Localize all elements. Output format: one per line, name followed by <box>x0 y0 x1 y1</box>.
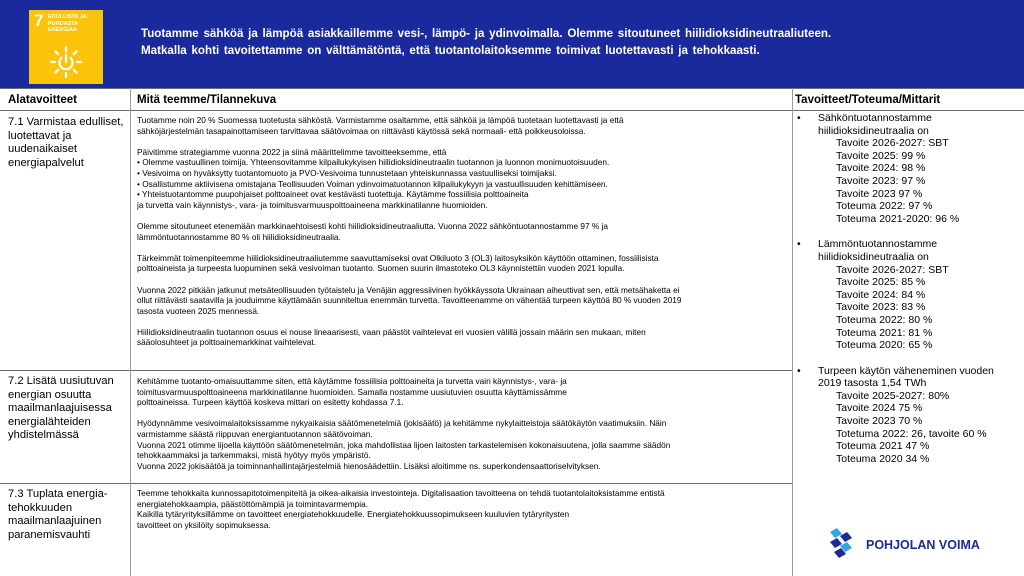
actions-7-1 <box>137 115 792 348</box>
header-row-divider <box>0 110 1024 111</box>
target-line: Tavoite 2025-2027: 80% <box>836 389 950 402</box>
table-top-border <box>0 88 1024 89</box>
bullet-icon: • <box>797 364 801 377</box>
header-band <box>0 0 1024 88</box>
target-line: Tavoite 2025: 85 % <box>836 276 926 289</box>
actions-7-3 <box>137 488 792 530</box>
target-group-heat <box>795 238 1020 351</box>
column-divider-2 <box>792 88 793 576</box>
target-title: Lämmöntuotannostamme hiilidioksidineutraalia on <box>818 238 938 263</box>
paragraph: Olemme sitoutuneet etenemään markkinaehtoisesti kohti hiilidioksidineutraaliutta. Vuonna 2022 sähköntuotannostamme 97 % ja lämmöntuotannostamme 80 % oli hiilidioksidineutraalia. <box>137 220 609 242</box>
sdg-7-badge <box>29 10 103 84</box>
target-line: Tavoite 2023: 83 % <box>836 301 926 314</box>
target-line: Tavoite 2023 97 % <box>836 187 923 200</box>
header-line-2: Matkalla kohti tavoitettamme on välttämätöntä, että tuotantolaitoksemme toimivat luotettavasti ja tehokkaasti. <box>141 44 760 57</box>
column-header-actions: Mitä teemme/Tilannekuva <box>137 94 277 106</box>
target-line: Toteuma 2022: 97 % <box>836 200 933 213</box>
target-group-electricity <box>795 112 1020 225</box>
paragraph: Päivitimme strategiamme vuonna 2022 ja siinä määrittelimme tavoitteeksemme, että • Olemme vastuullinen toimija. Yhteensovitamme kilpailukykyisen hiilidioksidineutraalin tuotannon ja luonnon monimuotoisuuden. • Vesivoima on hyväksytty tuotantomuoto ja PVO-Vesivoima tunnustetaan yhteiskunnassa vastuulliseksi toimijaksi. • Osallistumme aktiivisena omistajana Teollisuuden Voiman ydinvoimatuotannon kilpailukykyyn ja vastuullisuuden kehittämiseen. • Yhteistuotantomme puupohjaiset polttoaineet ovat kestävästi tuotettuja. Käytämme fossiilisia polttoaineita ja turvetta vain käynnistys-, vara- ja toimitusvarmuuspolttoaineena markkinatilanne huomioiden. <box>137 146 610 210</box>
target-line: Tavoite 2024 75 % <box>836 402 923 415</box>
target-line: Tavoite 2025: 99 % <box>836 149 926 162</box>
row-divider-7-2 <box>0 483 792 484</box>
pohjolan-voima-logo-icon <box>828 528 860 558</box>
target-line: Toteuma 2021-2020: 96 % <box>836 212 960 225</box>
paragraph: Vuonna 2022 pitkään jatkunut metsäteollisuuden työtaistelu ja Venäjän aggressiivinen hyökkäyssota Ukrainaan aiheuttivat sen, että metsähaketta ei ollut riittävästi saatavilla ja jouduimme käyttämään suunniteltua enemmän turvetta. Tavoitteenamme on vähentää turpeen käyttöä 80 % vuoden 2019 tasosta vuoteen 2025 mennessä. <box>137 284 682 316</box>
target-line: Toteuma 2021 47 % <box>836 440 930 453</box>
row-divider-7-1 <box>0 370 792 371</box>
header-statement <box>141 25 991 59</box>
target-line: Toteuma 2020: 65 % <box>836 339 933 352</box>
paragraph: Tuotamme noin 20 % Suomessa tuotetusta sähköstä. Varmistamme osaltamme, että sähköä ja lämpöä tuotetaan luotettavasti ja että sähköjärjestelmän tasapainottamiseen tarvittavaa säätövoimaa on riittävästi käytössä sekä normaali- että poikkeusoloissa. <box>137 115 624 136</box>
sdg-number: 7 <box>34 11 44 30</box>
target-group-peat <box>795 365 1020 466</box>
paragraph: Kehitämme tuotanto-omaisuuttamme siten, että käytämme fossiilisia polttoaineita ja turvetta vain käynnistys-, vara- ja toimitusvarmuuspolttoaineena markkinatilanne huomioiden. Samalla nostamme uusiutuvien osuutta käyttämissämme polttoaineissa. Turpeen käyttöä koskeva mittari on esitetty kohdassa 7.1. <box>137 376 567 408</box>
column-header-subgoals: Alatavoitteet <box>8 94 78 106</box>
bullet-icon: • <box>797 112 801 124</box>
target-line: Toteuma 2021: 81 % <box>836 326 933 339</box>
target-line: Tavoite 2024: 84 % <box>836 288 926 301</box>
header-line-1: Tuotamme sähköä ja lämpöä asiakkaillemme vesi-, lämpö- ja ydinvoimalla. Olemme sitoutuneet hiilidioksidineutraaliuteen. <box>141 27 832 40</box>
target-line: Toteuma 2022: 80 % <box>836 313 933 326</box>
pohjolan-voima-logo <box>828 528 988 558</box>
subgoal-7-1: 7.1 Varmistaa edulliset, luotettavat ja uudenaikaiset energiapalvelut <box>8 116 124 169</box>
target-title: Turpeen käytön väheneminen vuoden 2019 tasosta 1,54 TWh <box>818 364 994 390</box>
logo-text: POHJOLAN VOIMA <box>866 538 980 552</box>
paragraph: Hiilidioksidineutraalin tuotannon osuus ei nouse lineaarisesti, vaan päästöt vaihtelevat eri vuosien välillä jossain määrin sen mukaan, miten sääolosuhteet ja polttoainemarkkinat vaihtelevat. <box>137 326 646 348</box>
bullet-icon: • <box>797 238 801 251</box>
paragraph: Teemme tehokkaita kunnossapitotoimenpiteitä ja oikea-aikaisia investointeja. Digitalisaation tavoitteena on tehdä tuotantolaitoksistamme entistä energiatehokkaampia, päästöttömämpiä ja toimintavarmempia. Kaikilla tytäryrityksillämme on tavoitteet energiatehokkuudelle. Energiatehokkuussopimukseen kuuluvien tytäryritysten tavoitteet on yksilöity sopimuksessa. <box>137 488 665 530</box>
sun-power-icon <box>50 46 82 78</box>
sdg-label: EDULLISTA JA PUHDASTA ENERGIAA <box>48 14 87 33</box>
column-header-targets: Tavoitteet/Toteuma/Mittarit <box>795 94 941 106</box>
paragraph: Tärkeimmät toimenpiteemme hiilidioksidineutraaliutemme saavuttamiseksi ovat Olkiluoto 3 (OL3) laitosyksikön käyttöön ottaminen, fossiilisista polttoaineista ja turpeesta luopuminen sekä vesivoiman tuotanto. Suomen suurin ilmastoteko OL3 käynnistettiin vuoden 2021 lopulla. <box>137 252 659 274</box>
actions-7-2 <box>137 376 792 471</box>
subgoal-7-3: 7.3 Tuplata energia-tehokkuuden maailmanlaajuinen paranemisvauhti <box>8 488 108 541</box>
column-divider-1 <box>130 88 131 576</box>
target-line: Totetuma 2022: 26, tavoite 60 % <box>836 427 987 440</box>
target-line: Tavoite 2023: 97 % <box>836 174 926 187</box>
target-line: Tavoite 2026-2027: SBT <box>836 137 949 150</box>
paragraph: Hyödynnämme vesivoimalaitoksissamme nykyaikaisia säätömenetelmiä (jokisäätö) ja kehitämme nykylaitteistoja säätökäytön vaatimuksiin. Näin varmistamme säästä riippuvan energiantuotannon säätövoiman. Vuonna 2021 otimme lijoella käyttöön säätömenetelmän, joka mahdollistaa lijoen laitosten tarkastelemisen kokonaisuutena, jolla saamme säädön tehokkaammaksi ja tarkemmaksi, mistä hyötyy myös ympäristö. Vuonna 2022 jokisäätöä ja toiminnanhallintajärjestelmiä hienosäädettiin. Lisäksi aloitimme ns. superkondensaattoriselvityksen. <box>137 418 671 471</box>
target-line: Tavoite 2024: 98 % <box>836 162 926 175</box>
subgoal-7-2: 7.2 Lisätä uusiutuvan energian osuutta maailmanlaajuisessa energialähteiden yhdistelmässä <box>8 375 114 441</box>
target-title: Sähköntuotannostamme hiilidioksidineutraalia on <box>818 112 932 137</box>
target-line: Tavoite 2023 70 % <box>836 415 923 428</box>
target-line: Toteuma 2020 34 % <box>836 452 930 465</box>
target-line: Tavoite 2026-2027: SBT <box>836 263 949 276</box>
targets-column <box>795 112 1020 478</box>
